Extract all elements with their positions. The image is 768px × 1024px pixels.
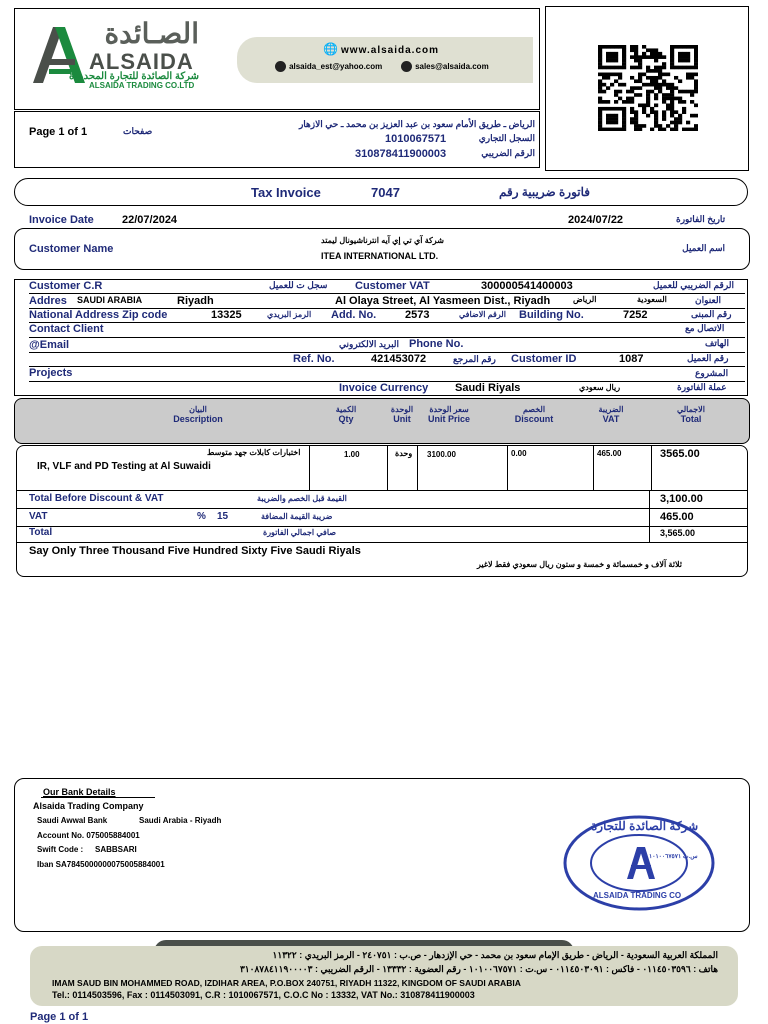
zip-label: National Address Zip code — [29, 309, 168, 321]
bank-swift-value: SABBSARI — [95, 845, 137, 854]
company-stamp — [563, 813, 715, 913]
stamp-english-text: ALSAIDA TRADING CO — [593, 891, 682, 900]
add-no-label-arabic: الرقم الاضافي — [459, 310, 506, 319]
cr-value: 1010067571 — [385, 133, 447, 145]
customer-cr-label: Customer C.R — [29, 280, 103, 292]
customer-id-label-arabic: رقم العميل — [687, 353, 729, 363]
item-description-english: IR, VLF and PD Testing at Al Suwaidi — [37, 461, 211, 472]
vat-label-arabic: ضريبة القيمة المضافة — [261, 512, 333, 521]
header-description-ar: البيان — [189, 405, 207, 414]
header-total-en: Total — [680, 414, 702, 424]
header-unit-ar: الوحدة — [390, 405, 414, 414]
bank-account: Account No. 075005884001 — [37, 831, 140, 840]
cr-label-arabic: السجل التجاري — [478, 133, 535, 143]
email1-row — [275, 60, 382, 72]
globe-icon: 🌐 — [323, 42, 338, 56]
stamp-number-text: س.ت ١٠١٠٠٦٧٥٧١ — [649, 854, 698, 860]
bank-name: Saudi Awwal Bank — [37, 816, 108, 825]
email-icon — [401, 61, 412, 72]
header-discount-ar: الخصم — [522, 405, 546, 414]
email1-text[interactable]: alsaida_est@yahoo.com — [289, 62, 383, 71]
tax-value: 310878411900003 — [355, 148, 447, 160]
item-qty: 1.00 — [344, 450, 360, 459]
vat-value: 465.00 — [660, 511, 694, 523]
customer-vat-label-arabic: الرقم الضريبي للعميل — [653, 280, 735, 290]
bank-city: Saudi Arabia - Riyadh — [139, 816, 222, 825]
email2-text[interactable]: sales@alsaida.com — [415, 62, 489, 71]
bank-swift-label: Swift Code : — [37, 845, 84, 854]
customer-vat-label: Customer VAT — [355, 280, 430, 292]
bank-company: Alsaida Trading Company — [33, 801, 144, 811]
building-label-arabic: رقم المبنى — [691, 309, 732, 319]
header-qty-ar: الكمية — [335, 405, 357, 414]
phone-label-arabic: الهاتف — [705, 338, 729, 348]
website-row — [323, 42, 439, 56]
item-vat: 465.00 — [597, 449, 622, 458]
email-label-arabic: البريد الالكتروني — [339, 339, 400, 349]
bank-details-title: Our Bank Details — [43, 787, 116, 797]
currency-value-arabic: ريال سعودي — [579, 383, 621, 392]
header-unit-price-en: Unit Price — [427, 414, 470, 424]
vat-label: VAT — [29, 511, 48, 522]
vat-percent-value: 15 — [217, 511, 229, 522]
item-total: 3565.00 — [660, 448, 700, 460]
customer-id-label: Customer ID — [511, 353, 577, 365]
header-unit-en: Unit — [393, 414, 411, 424]
company-info-box — [14, 111, 540, 168]
logo-arabic: الصـائدة — [104, 18, 199, 49]
amount-in-words-english: Say Only Three Thousand Five Hundred Sixty Five Saudi Riyals — [29, 545, 361, 557]
item-unit: وحدة — [395, 449, 413, 458]
phone-label: Phone No. — [409, 338, 464, 350]
building-value: 7252 — [623, 309, 648, 321]
contact-client-label: Contact Client — [29, 323, 104, 335]
item-unit-price: 3100.00 — [427, 450, 456, 459]
bank-details-box — [14, 778, 750, 932]
footer-english-line-2: Tel.: 0114503596, Fax : 0114503091, C.R : 1010067571, C.O.C No : 13332, VAT No.: 310878411900003 — [52, 990, 475, 1000]
header-discount-en: Discount — [514, 414, 554, 424]
building-label: Building No. — [519, 309, 584, 321]
address-street: Al Olaya Street, Al Yasmeen Dist., Riyadh — [335, 295, 551, 307]
add-no-label: Add. No. — [331, 309, 377, 321]
footer-band — [30, 946, 738, 1006]
customer-name-label: Customer Name — [29, 243, 114, 255]
total-label-arabic: صافي اجمالي الفاتورة — [263, 528, 337, 537]
header-qty-en: Qty — [338, 414, 354, 424]
footer-arabic-line-1: المملكة العربية السعودية - الرياض - طريق الإمام سعود بن محمد - حي الإزدهار - ص.ب : ٢٤٠٧٥١ - الرمز البريدي : ١١٣٢٢ — [272, 950, 718, 960]
item-discount: 0.00 — [511, 449, 527, 458]
vat-percent-sign: % — [197, 511, 206, 522]
pages-arabic: صفحات — [123, 126, 153, 136]
header-total-ar: الاجمالي — [677, 405, 705, 414]
customer-details-box — [14, 279, 748, 396]
logo-sub-arabic: شركة الصائدة للتجارة المحدودة — [69, 71, 199, 82]
invoice-date-alt: 2024/07/22 — [568, 214, 624, 226]
stamp-arabic-text: شركة الصائدة للتجارة — [591, 819, 699, 833]
email2-row — [401, 60, 489, 72]
customer-id-value: 1087 — [619, 353, 644, 365]
address-label: Addres — [29, 295, 67, 307]
company-address-arabic: الرياض ـ طريق الأمام سعود بن عبد العزيز بن محمد ـ حي الازهار — [298, 119, 535, 129]
ref-no-value: 421453072 — [371, 353, 427, 365]
address-country-arabic: السعودية — [637, 295, 667, 304]
email-icon — [275, 61, 286, 72]
add-no-value: 2573 — [405, 309, 430, 321]
header-box — [14, 8, 540, 110]
amount-in-words-arabic: ثلاثة آلاف و خمسمائة و خمسة و ستون ريال سعودي فقط لاغير — [477, 560, 682, 569]
address-country: SAUDI ARABIA — [77, 295, 143, 305]
qr-box — [545, 6, 749, 171]
currency-value: Saudi Riyals — [455, 382, 521, 394]
invoice-date-label: Invoice Date — [29, 214, 94, 226]
address-label-arabic: العنوان — [695, 295, 722, 305]
invoice-title-bar — [14, 178, 748, 206]
total-label: Total — [29, 527, 53, 538]
footer-arabic-line-2: هاتف : ٠١١٤٥٠٣٥٩٦ - فاكس : ٠١١٤٥٠٣٠٩١ - س.ت : ١٠١٠٠٦٧٥٧١ - رقم العضوية : ١٣٣٣٢ - الرقم الضريبي : ٣١٠٨٧٨٤١١٩٠٠٠٠٣ — [239, 964, 718, 974]
customer-cr-label-arabic: سجل ت للعميل — [269, 280, 328, 290]
address-city: Riyadh — [177, 295, 214, 307]
customer-name-arabic: شركة آي تي إي آيه انترناشيونال ليمتد — [321, 236, 444, 245]
tax-invoice-title: Tax Invoice — [251, 185, 321, 200]
total-before-label-arabic: القيمة قبل الخصم والضريبة — [257, 494, 347, 503]
invoice-date-value: 22/07/2024 — [122, 214, 178, 226]
item-description-arabic: اختبارات كابلات جهد متوسط — [207, 448, 301, 457]
qr-code-icon — [598, 45, 698, 131]
email-label: @Email — [29, 339, 70, 351]
tax-invoice-title-arabic: فاتورة ضريبية رقم — [499, 185, 591, 199]
bank-iban: Iban SA7845000000075005884001 — [37, 860, 165, 869]
total-before-value: 3,100.00 — [660, 493, 703, 505]
customer-name-label-arabic: اسم العميل — [682, 243, 725, 253]
table-header — [14, 398, 750, 444]
logo-sub-english: ALSAIDA TRADING CO.LTD — [89, 81, 195, 90]
logo-english: ALSAIDA — [89, 49, 194, 74]
currency-label: Invoice Currency — [339, 382, 429, 394]
table-body — [16, 445, 748, 577]
customer-vat-value: 300000541400003 — [481, 280, 573, 292]
invoice-date-label-arabic: تاريخ الفاتورة — [676, 214, 726, 224]
page-label-top: Page 1 of 1 — [29, 126, 88, 138]
website-text[interactable]: www.alsaida.com — [341, 45, 440, 56]
zip-value: 13325 — [211, 309, 242, 321]
customer-name-english: ITEA INTERNATIONAL LTD. — [321, 251, 439, 261]
total-before-label: Total Before Discount & VAT — [29, 493, 164, 504]
ref-no-label: Ref. No. — [293, 353, 335, 365]
tax-label-arabic: الرقم الضريبي — [481, 148, 535, 158]
page-label-bottom: Page 1 of 1 — [30, 1011, 89, 1023]
ref-no-label-arabic: رقم المرجع — [453, 354, 496, 364]
projects-label-arabic: المشروع — [695, 368, 729, 378]
customer-name-box — [14, 228, 750, 270]
footer-english-line-1: IMAM SAUD BIN MOHAMMED ROAD, IZDIHAR AREA, P.O.BOX 240751, RIYADH 11322, KINGDOM OF SAUDI ARABIA — [52, 978, 521, 988]
header-description-en: Description — [173, 414, 223, 424]
address-city-arabic: الرياض — [573, 295, 597, 304]
invoice-number: 7047 — [371, 185, 400, 200]
total-value: 3,565.00 — [660, 528, 696, 538]
projects-label: Projects — [29, 367, 73, 379]
contact-client-label-arabic: الاتصال مع — [685, 323, 725, 333]
currency-label-arabic: عملة الفاتورة — [677, 382, 727, 392]
header-vat-en: VAT — [602, 414, 620, 424]
zip-label-arabic: الرمز البريدي — [267, 310, 312, 319]
header-vat-ar: الضريبة — [598, 405, 624, 414]
header-unit-price-ar: سعر الوحدة — [429, 405, 469, 414]
